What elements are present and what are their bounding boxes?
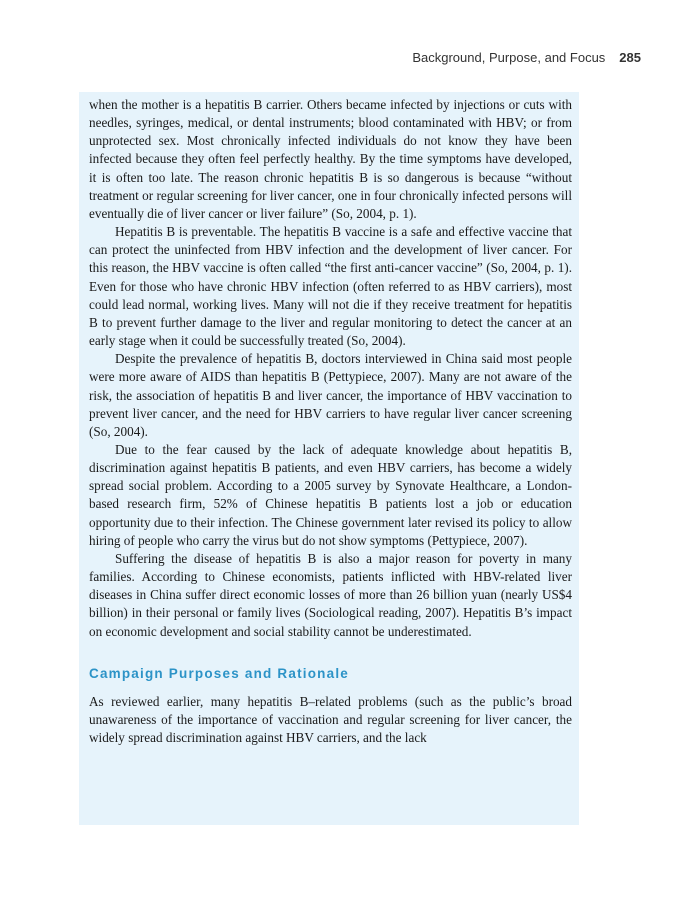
- paragraph: Due to the fear caused by the lack of adequate knowledge about hepatitis B, discrimination against hepatitis B patients, and even HBV carriers, has become a widely spread social problem. According to a 2005 survey by Synovate Healthcare, a London-based research firm, 52% of Chinese hepatitis B patients lost a job or education opportunity due to their infection. The Chinese government later revised its policy to allow hiring of people who carry the virus but do not show symptoms (Pettypiece, 2007).: [89, 441, 572, 548]
- section-heading: Campaign Purposes and Rationale: [89, 665, 349, 681]
- section-paragraph: As reviewed earlier, many hepatitis B–related problems (such as the public’s broad unawareness of the importance of vaccination and regular screening for liver cancer, the widely spread discrimination against HBV carriers, and the lack: [89, 693, 572, 746]
- paragraph: Despite the prevalence of hepatitis B, doctors interviewed in China said most people were more aware of AIDS than hepatitis B (Pettypiece, 2007). Many are not aware of the risk, the association of hepatitis B and liver cancer, the importance of HBV vaccination to prevent liver cancer, and the need for HBV carriers to have regular liver cancer screening (So, 2004).: [89, 351, 572, 439]
- running-head: [412, 50, 641, 65]
- running-head-section-title: Background, Purpose, and Focus: [412, 50, 606, 65]
- paragraph: Suffering the disease of hepatitis B is also a major reason for poverty in many families. According to Chinese economists, patients inflicted with HBV-related liver diseases in China suffer direct economic losses of more than 26 billion yuan (nearly US$4 billion) in their personal or family lives (Sociological reading, 2007). Hepatitis B’s impact on economic development and social stability cannot be underestimated.: [89, 550, 572, 639]
- paragraph: Hepatitis B is preventable. The hepatitis B vaccine is a safe and effective vaccine that can protect the uninfected from HBV infection and the development of liver cancer. For this reason, the HBV vaccine is often called “the first anti-cancer vaccine” (So, 2004, p. 1). Even for those who have chronic HBV infection (often referred to as HBV carriers), most could lead normal, working lives. Many will not die if they receive treatment for hepatitis B to prevent further damage to the liver and regular monitoring to detect the cancer at an early stage when it could be successfully treated (So, 2004).: [89, 224, 572, 349]
- page-number: 285: [619, 50, 641, 65]
- body-text: [89, 96, 572, 747]
- paragraph-continued: when the mother is a hepatitis B carrier. Others became infected by injections or cuts with needles, syringes, medical, or dental instruments; blood contaminated with HBV; or from unprotected sex. Most chronically infected individuals do not know they have been infected because they often feel perfectly healthy. By the time symptoms have developed, it is often too late. The reason chronic hepatitis B is so dangerous is because “without treatment or regular screening for liver cancer, one in four chronically infected persons will eventually die of liver cancer or liver failure” (So, 2004, p. 1).: [89, 97, 572, 221]
